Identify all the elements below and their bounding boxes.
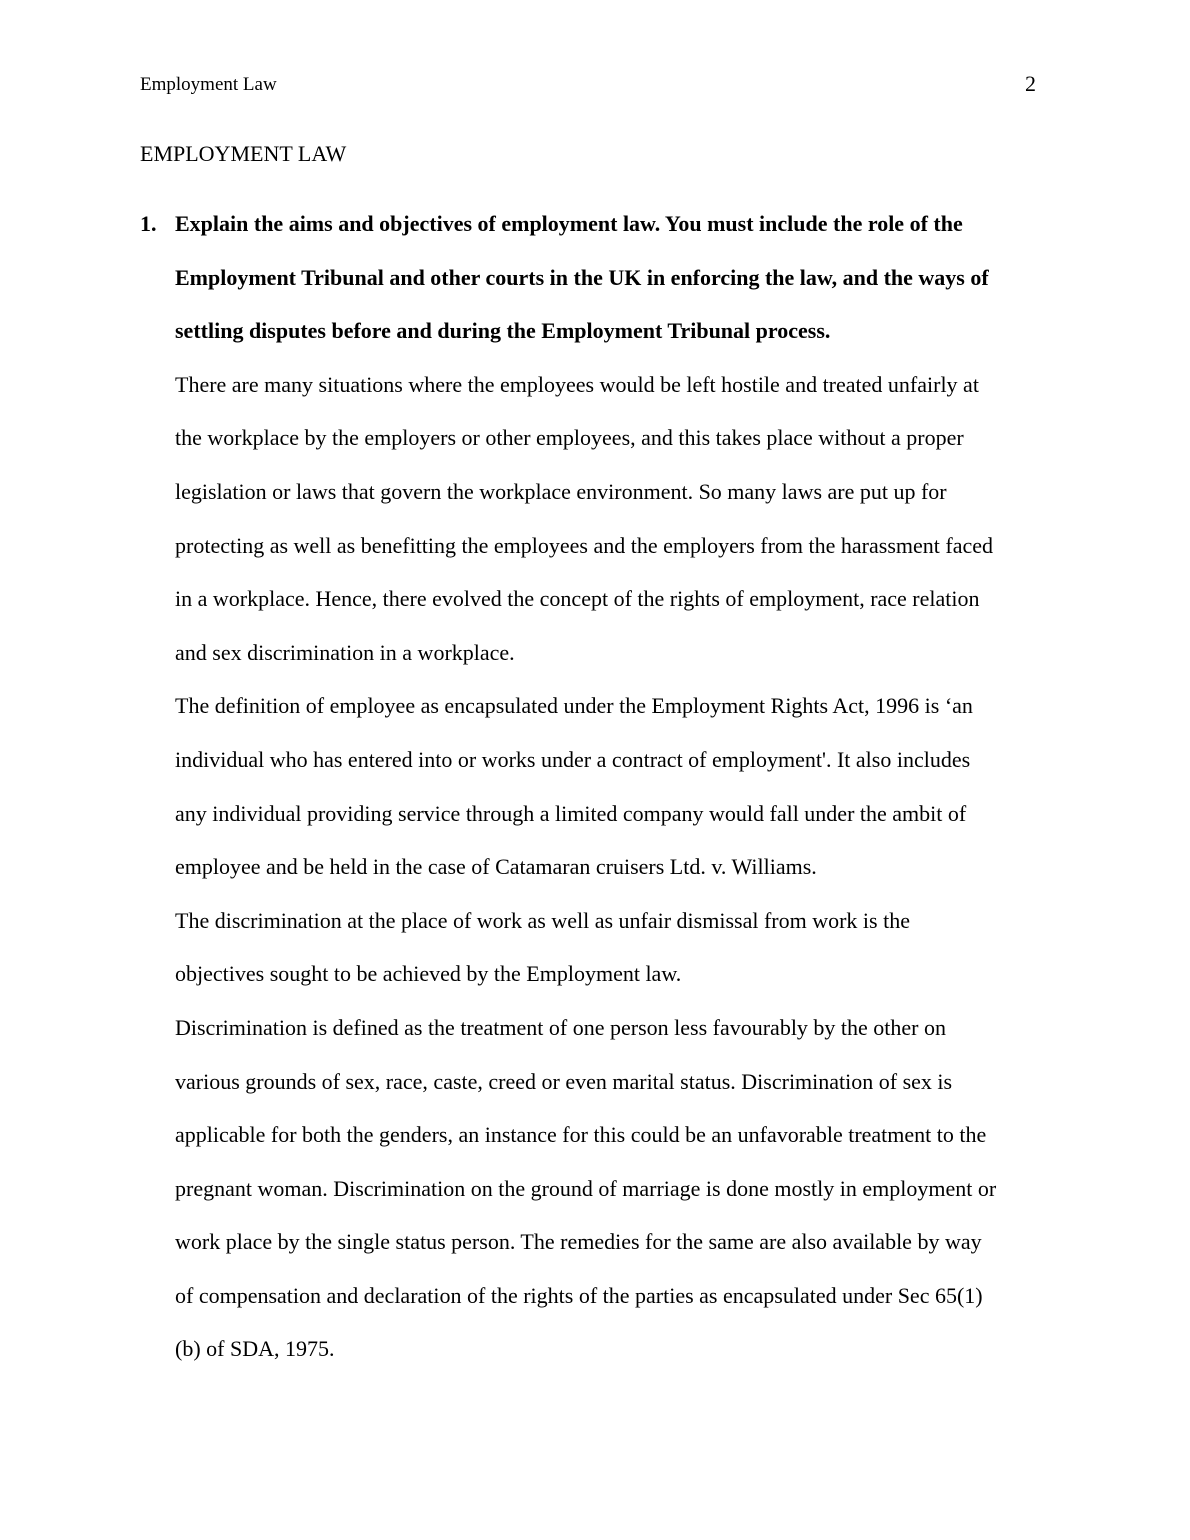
paragraph-line: the workplace by the employers or other employees, and this takes place without a proper [175, 425, 964, 451]
paragraph-line: and sex discrimination in a workplace. [175, 639, 515, 665]
paragraph-line: applicable for both the genders, an instance for this could be an unfavorable treatment to the [175, 1122, 987, 1148]
paragraph-line: objectives sought to be achieved by the Employment law. [175, 961, 682, 987]
paragraph-line: work place by the single status person. The remedies for the same are also available by way [175, 1229, 982, 1255]
paragraph-line: Discrimination is defined as the treatment of one person less favourably by the other on [175, 1014, 947, 1040]
question-line: Employment Tribunal and other courts in the UK in enforcing the law, and the ways of [175, 264, 989, 290]
paragraph-line: legislation or laws that govern the workplace environment. So many laws are put up for [175, 478, 947, 504]
paragraph-line: individual who has entered into or works under a contract of employment'. It also includes [175, 746, 971, 772]
page-number: 2 [1025, 71, 1036, 96]
paragraph-line: various grounds of sex, race, caste, creed or even marital status. Discrimination of sex is [175, 1068, 953, 1094]
paragraph-line: employee and be held in the case of Catamaran cruisers Ltd. v. Williams. [175, 854, 817, 880]
question-line: settling disputes before and during the Employment Tribunal process. [175, 318, 831, 344]
paragraph [175, 358, 1055, 680]
paragraph [175, 679, 1055, 893]
question-line: Explain the aims and objectives of employment law. You must include the role of the [175, 211, 963, 236]
paragraph [175, 894, 1055, 1001]
paragraph-line: The discrimination at the place of work as well as unfair dismissal from work is the [175, 907, 910, 933]
paragraph-line: of compensation and declaration of the rights of the parties as encapsulated under Sec 65(1) [175, 1282, 983, 1308]
paragraph-line: pregnant woman. Discrimination on the ground of marriage is done mostly in employment or [175, 1175, 997, 1201]
document-title: EMPLOYMENT LAW [140, 141, 347, 166]
paragraph-line: (b) of SDA, 1975. [175, 1336, 335, 1362]
paragraph-line: in a workplace. Hence, there evolved the concept of the rights of employment, race relation [175, 586, 980, 612]
paragraph-line: There are many situations where the employees would be left hostile and treated unfairly at [175, 371, 979, 397]
running-head: Employment Law [140, 74, 277, 95]
body-text [175, 197, 1055, 1376]
paragraph [175, 1001, 1055, 1376]
paragraph-line: any individual providing service through a limited company would fall under the ambit of [175, 800, 967, 826]
question-text [175, 197, 1055, 358]
paragraph-line: protecting as well as benefitting the employees and the employers from the harassment faced [175, 532, 993, 558]
question-number: 1. [140, 211, 157, 236]
paragraph-line: The definition of employee as encapsulated under the Employment Rights Act, 1996 is ‘an [175, 693, 973, 719]
